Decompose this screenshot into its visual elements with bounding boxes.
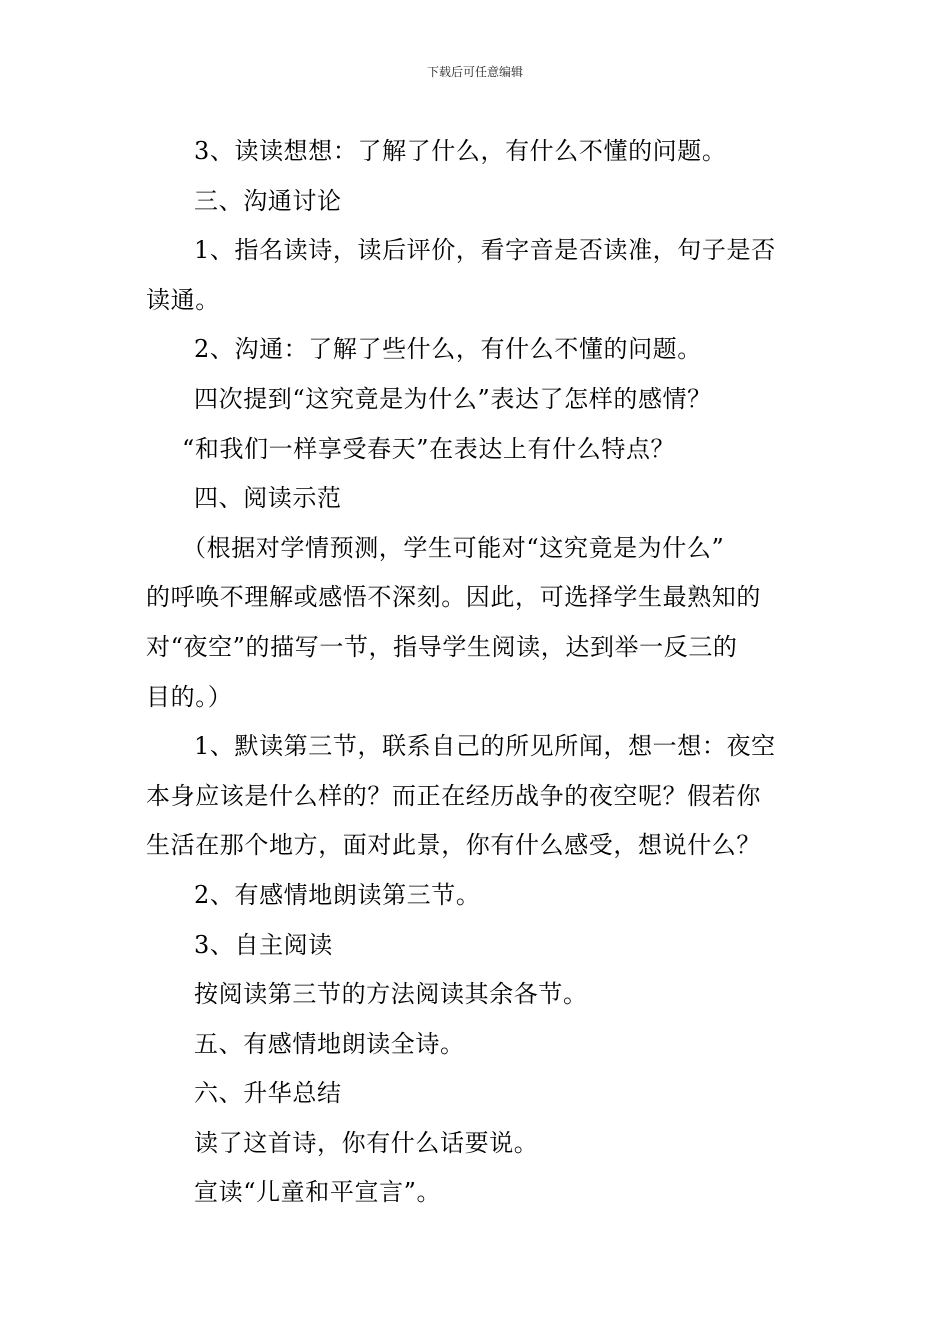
section-heading: 三、沟通讨论 (194, 186, 342, 215)
section-heading: 四、阅读示范 (194, 484, 342, 513)
section-heading: 五、有感情地朗读全诗。 (194, 1029, 465, 1058)
paragraph-line: 2、沟通：了解了些什么，有什么不懂的问题。 (194, 335, 702, 364)
paragraph-line: 读了这首诗，你有什么话要说。 (194, 1128, 539, 1157)
paragraph-line: 目的。） (146, 682, 233, 711)
paragraph-line: 1、默读第三节，联系自己的所见所闻，想一想：夜空 (194, 732, 776, 761)
paragraph-line: 按阅读第三节的方法阅读其余各节。 (194, 980, 588, 1009)
paragraph-line: 3、读读想想：了解了什么，有什么不懂的问题。 (194, 137, 727, 165)
paragraph-line: 四次提到“这究竟是为什么”表达了怎样的感情？ (194, 384, 712, 413)
paragraph-line: 2、有感情地朗读第三节。 (194, 880, 481, 909)
paragraph-line: 的呼唤不理解或感悟不深刻。因此，可选择学生最熟知的 (146, 583, 761, 612)
paragraph-line: 1、指名读诗，读后评价，看字音是否读准，句子是否 (194, 236, 776, 265)
paragraph-line: 本身应该是什么样的？而正在经历战争的夜空呢？假若你 (146, 781, 761, 810)
document-body (146, 127, 810, 1218)
paragraph-line: 读通。 (146, 285, 220, 314)
section-heading: 六、升华总结 (194, 1079, 342, 1108)
page-header: 下载后可任意编辑 (426, 65, 523, 79)
paragraph-line: 生活在那个地方，面对此景，你有什么感受，想说什么？ (146, 831, 761, 860)
paragraph-line: “和我们一样享受春天”在表达上有什么特点？ (182, 434, 676, 463)
paragraph-line: 宣读“儿童和平宣言”。 (194, 1178, 442, 1207)
paragraph-line: 对“夜空”的描写一节，指导学生阅读，达到举一反三的 (146, 632, 738, 661)
paragraph-line: 3、自主阅读 (194, 930, 333, 959)
paragraph-line: （根据对学情预测，学生可能对“这究竟是为什么” (182, 533, 725, 562)
